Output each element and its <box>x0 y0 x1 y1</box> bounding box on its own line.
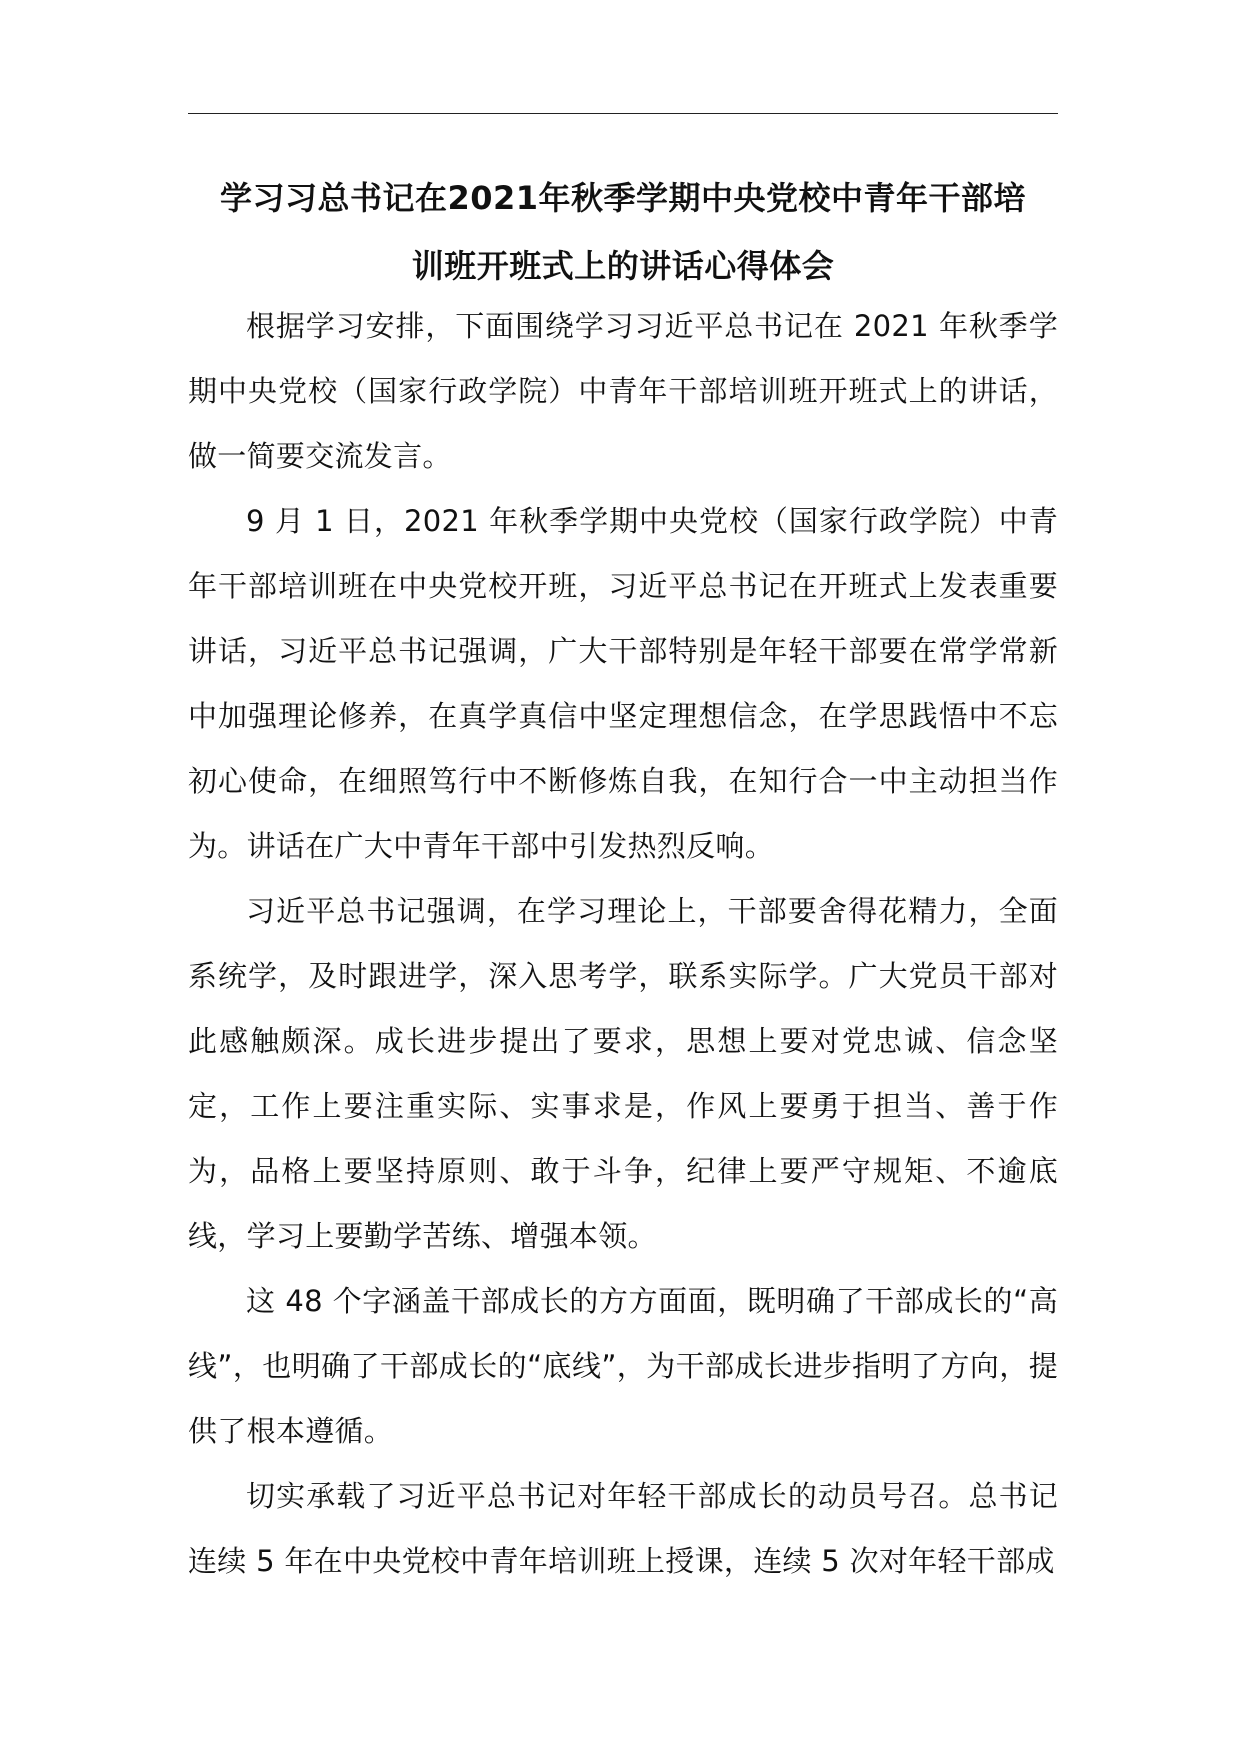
paragraph-3: 习近平总书记强调，在学习理论上，干部要舍得花精力，全面系统学，及时跟进学，深入思考学，联系实际学。广大党员干部对此感触颇深。成长进步提出了要求，思想上要对党忠诚、信念坚定，工作上要注重实际、实事求是，作风上要勇于担当、善于作为，品格上要坚持原则、敢于斗争，纪律上要严守规矩、不逾底线，学习上要勤学苦练、增强本领。 <box>188 894 1058 1253</box>
header-rule <box>188 113 1058 114</box>
title-line-2: 训班开班式上的讲话心得体会 <box>411 247 835 285</box>
document-title <box>188 164 1058 300</box>
title-line-1: 学习习总书记在2021年秋季学期中央党校中青年干部培 <box>219 179 1027 217</box>
paragraph-4: 这 48 个字涵盖干部成长的方方面面，既明确了干部成长的“高线”，也明确了干部成长的“底线”，为干部成长进步指明了方向，提供了根本遵循。 <box>188 1284 1058 1448</box>
paragraph-1: 根据学习安排，下面围绕学习习近平总书记在 2021 年秋季学期中央党校（国家行政学院）中青年干部培训班开班式上的讲话，做一简要交流发言。 <box>188 309 1058 473</box>
paragraph-2: 9 月 1 日，2021 年秋季学期中央党校（国家行政学院）中青年干部培训班在中央党校开班，习近平总书记在开班式上发表重要讲话，习近平总书记强调，广大干部特别是年轻干部要在常学常新中加强理论修养，在真学真信中坚定理想信念，在学思践悟中不忘初心使命，在细照笃行中不断修炼自我，在知行合一中主动担当作为。讲话在广大中青年干部中引发热烈反响。 <box>188 504 1058 863</box>
paragraph-5: 切实承载了习近平总书记对年轻干部成长的动员号召。总书记连续 5 年在中央党校中青年培训班上授课，连续 5 次对年轻干部成 <box>188 1479 1058 1578</box>
document-body <box>188 294 1058 1594</box>
